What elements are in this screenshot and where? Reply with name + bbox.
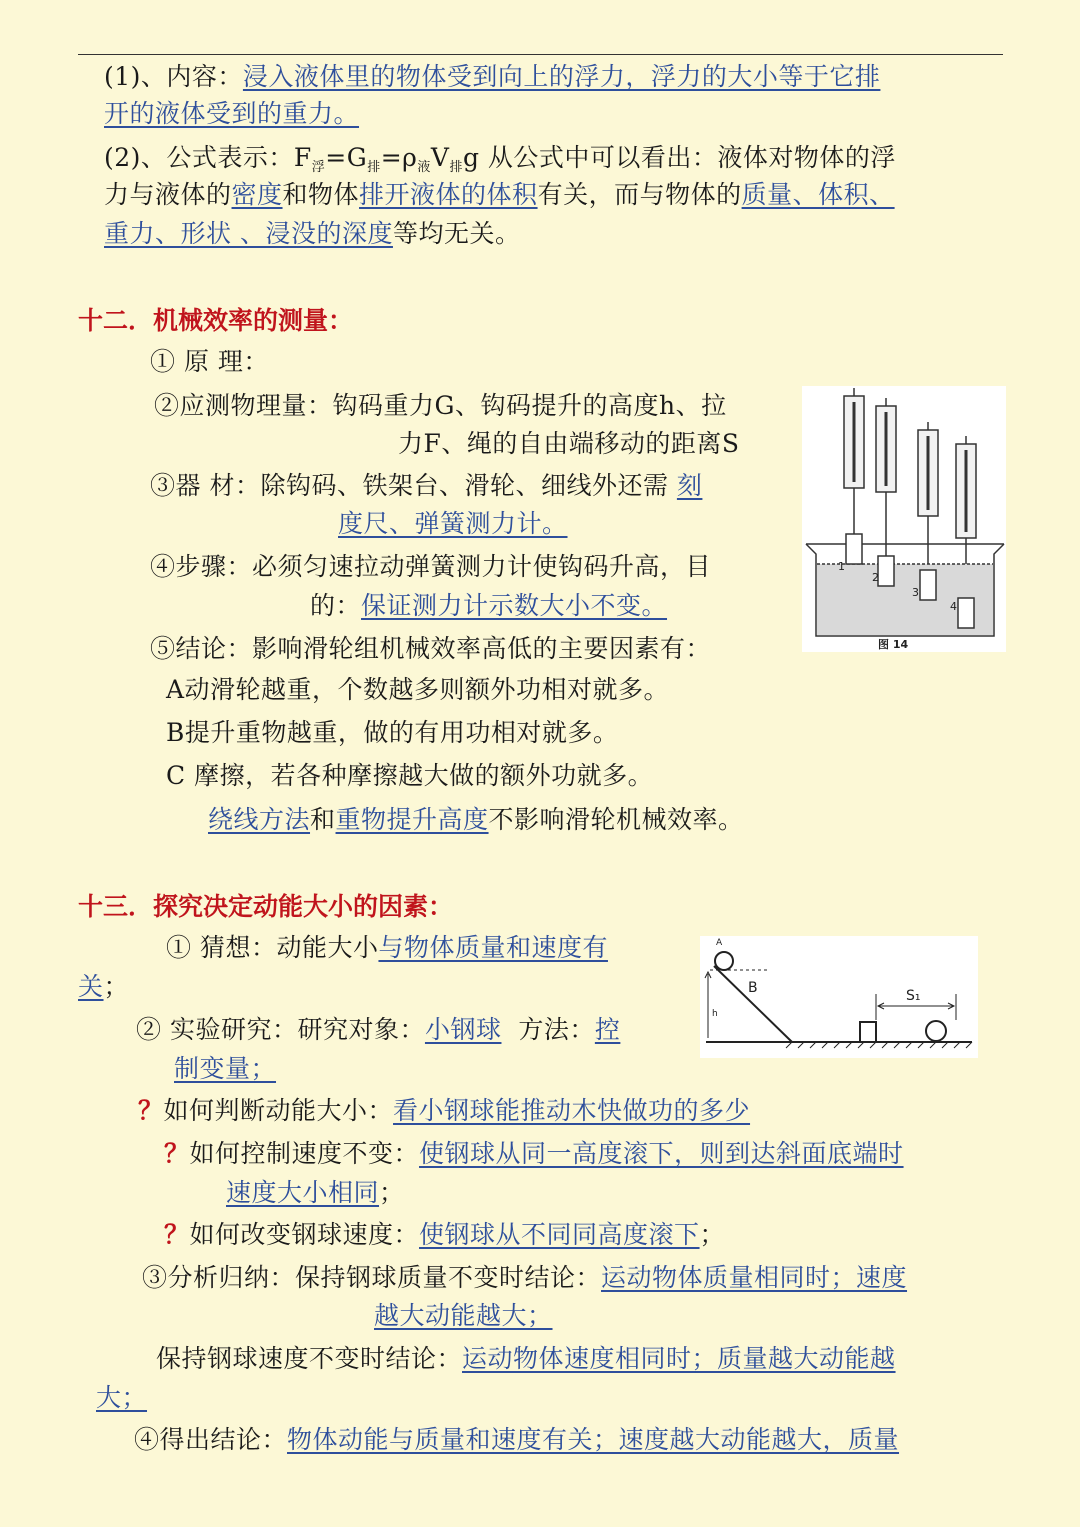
spring-balance-drawing [802,386,1006,652]
answer-text: 大； [96,1383,148,1412]
factor-a: A动滑轮越重，个数越多则额外功相对就多。 [166,675,670,704]
formula-text: =ρ [380,143,418,172]
incline-figure [700,936,978,1058]
answer-text: 绕线方法 [208,805,311,834]
section-heading: 十二．机械效率的测量： [78,306,354,335]
answer-text: 速度大小相同 [226,1178,380,1207]
content-line [104,60,880,94]
formula-sub: 排 [367,160,381,175]
answer-text: 看小钢球能推动木快做功的多少 [393,1096,751,1125]
question-line [164,1218,725,1252]
balance-2 [876,398,896,556]
spring-balance-figure [802,386,1006,652]
answer-text: 浸入液体里的物体受到向上的浮力，浮力的大小等于它排 [242,62,881,91]
analysis-line [142,1261,907,1295]
content-line [104,97,359,131]
figure-caption: 图 14 [878,638,909,651]
answer-text: 重物提升高度 [335,805,489,834]
experiment-line [136,1013,620,1047]
plain-text: ； [699,1220,726,1249]
plain-text: 力与液体的 [104,180,232,209]
figure-label: S₁ [906,988,921,1004]
analysis-line [374,1299,553,1333]
content-line [104,178,895,212]
steps-line: ④步骤：必须匀速拉动弹簧测力计使钩码升高，目 [150,552,712,581]
answer-text: 质量、体积、 [741,180,895,209]
section-heading: 十三．探究决定动能大小的因素： [78,892,454,921]
balance-1 [844,388,864,534]
answer-text: 保证测力计示数大小不变。 [361,591,668,620]
hypothesis-line [78,970,129,1004]
question-mark: ？ [138,1096,164,1125]
answer-text: 控 [594,1015,621,1044]
formula-sub: 排 [449,160,463,175]
plain-text: 方法： [501,1015,595,1044]
plain-text: 如何判断动能大小： [163,1096,394,1125]
analysis-line [156,1342,896,1376]
conclusion-note [208,803,744,837]
plain-text: ； [103,972,130,1001]
plain-text: ③器 材：除钩码、铁架台、滑轮、细线外还需 [150,471,677,500]
answer-text: 运动物体速度相同时；质量越大动能越 [462,1344,896,1373]
equipment-line [338,507,568,541]
answer-text: 刻 [676,471,703,500]
question-mark: ？ [164,1220,190,1249]
figure-label: A [716,938,723,948]
figure-label: 4 [950,600,957,613]
answer-text: 使钢球从同一高度滚下，则到达斜面底端时 [419,1139,904,1168]
plain-text: ； [379,1178,405,1207]
figure-label: 3 [912,586,919,599]
answer-text: 物体动能与质量和速度有关；速度越大动能越大，质量 [287,1425,900,1454]
incline-drawing [700,936,978,1058]
figure-label: h [712,1009,718,1019]
balance-3 [918,422,938,570]
plain-text: 如何控制速度不变： [189,1139,420,1168]
question-mark: ？ [164,1139,190,1168]
plain-text: 不影响滑轮机械效率。 [488,805,744,834]
formula-text: (2)、公式表示：F [104,143,312,172]
plain-text: 保持钢球速度不变时结论： [156,1344,463,1373]
experiment-line [174,1052,276,1086]
plain-text: ① 猜想：动能大小 [166,933,379,962]
plain-text: ② 实验研究：研究对象： [136,1015,425,1044]
formula-text: g 从公式中可以看出：液体对物体的浮 [462,143,896,172]
formula-text: V [430,143,450,172]
answer-text: 密度 [231,180,283,209]
factor-c: C 摩擦，若各种摩擦越大做的额外功就多。 [166,761,654,790]
plain-text: 如何改变钢球速度： [189,1220,420,1249]
principle-line: ① 原 理： [150,347,269,376]
question-line [164,1137,904,1171]
figure-label: 1 [838,560,845,573]
label-content: (1)、内容： [104,62,243,91]
final-conclusion-line [134,1423,899,1457]
plain-text: 等均无关。 [392,219,521,248]
answer-text: 运动物体质量相同时；速度 [601,1263,908,1292]
answer-text: 与物体质量和速度有 [378,933,608,962]
answer-text: 关 [78,972,104,1001]
factor-b: B提升重物越重，做的有用功相对就多。 [166,718,619,747]
top-rule [78,54,1003,55]
question-line [138,1094,750,1128]
conclusion-line: ⑤结论：影响滑轮组机械效率高低的主要因素有： [150,634,712,663]
formula-sub: 浮 [311,160,326,175]
answer-text: 度尺、弹簧测力计。 [338,509,568,538]
question-line [226,1176,405,1210]
answer-text: 制变量； [174,1054,277,1083]
content-line [104,217,520,251]
hypothesis-line [166,931,608,965]
plain-text: 有关，而与物体的 [537,180,742,209]
answer-text: 越大动能越大； [374,1301,553,1330]
figure-label: 2 [872,571,879,584]
formula-sub: 液 [417,160,431,175]
answer-text: 小钢球 [424,1015,502,1044]
plain-text: ④得出结论： [134,1425,288,1454]
plain-text: ③分析归纳：保持钢球质量不变时结论： [142,1263,602,1292]
formula-text: =G [325,143,368,172]
analysis-line [96,1381,147,1415]
figure-label: B [748,980,758,996]
equipment-line [150,469,702,503]
answer-text: 使钢球从不同同高度滚下 [419,1220,700,1249]
quantities-line: ②应测物理量：钩码重力G、钩码提升的高度h、拉 [154,391,727,420]
plain-text: 和 [310,805,336,834]
steps-line [310,589,667,623]
plain-text: 的： [310,591,362,620]
quantities-line: 力F、绳的自由端移动的距离S [398,429,740,458]
answer-text: 排开液体的体积 [359,180,538,209]
answer-text: 重力、形状 、浸没的深度 [104,219,393,248]
answer-text: 开的液体受到的重力。 [104,99,360,128]
plain-text: 和物体 [282,180,360,209]
